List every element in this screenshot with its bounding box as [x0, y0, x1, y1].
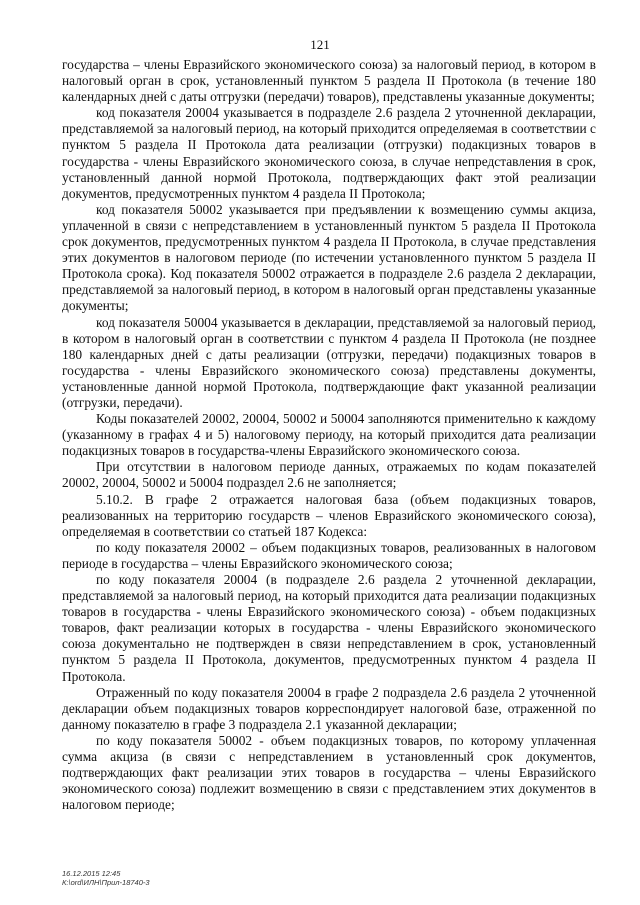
paragraph: Отраженный по коду показателя 20004 в графе 2 подраздела 2.6 раздела 2 уточненной декларации объем подакцизных товаров корреспондирует налоговой базе, отраженной по данному показателю в графе 3 подраздела 2.1 указанной декларации; [62, 684, 596, 732]
paragraph: При отсутствии в налоговом периоде данных, отражаемых по кодам показателей 20002, 20004, 50002 и 50004 подраздел 2.6 не заполняется; [62, 459, 596, 491]
paragraph: код показателя 20004 указывается в подразделе 2.6 раздела 2 уточненной декларации, представляемой за налоговый период, на который приходится определяемая в соответствии с пунктом 5 раздела II Протокола дата реализации (отгрузки) подакцизных товаров в государства - члены Евразийского экономического союза, в случае непредставления в срок, установленный данной нормой Протокола, подтверждающих факт этой реализации документов, предусмотренных пунктом 4 раздела II Протокола; [62, 105, 596, 201]
paragraph: 5.10.2. В графе 2 отражается налоговая база (объем подакцизных товаров, реализованных на территорию государств – членов Евразийского экономического союза), определяемая в соответствии со статьей 187 Кодекса: [62, 491, 596, 539]
document-footer [62, 869, 150, 887]
paragraph: код показателя 50004 указывается в декларации, представляемой за налоговый период, в котором в налоговый орган в соответствии с пунктом 4 раздела II Протокола (не позднее 180 календарных дней с даты реализации (отгрузки, передачи) подакцизных товаров в государства - члены Евразийского экономического союза) представлены документы, установленные данной нормой Протокола, подтверждающие факт указанной реализации (отгрузки, передачи). [62, 314, 596, 410]
paragraph: по коду показателя 20002 – объем подакцизных товаров, реализованных в налоговом периоде в государства – члены Евразийского экономического союза; [62, 539, 596, 571]
paragraph: по коду показателя 50002 - объем подакцизных товаров, по которому уплаченная сумма акциза (в связи с непредставлением в установленный срок документов, подтверждающих факт реализации этих товаров в государства – члены Евразийского экономического союза) подлежит возмещению в связи с представлением этих документов в налоговом периоде; [62, 732, 596, 813]
paragraph: Коды показателей 20002, 20004, 50002 и 50004 заполняются применительно к каждому (указанному в графах 4 и 5) налоговому периоду, на который приходится дата реализации подакцизных товаров в государства-члены Евразийского экономического союза. [62, 411, 596, 459]
document-body [62, 57, 596, 813]
page-number: 121 [310, 37, 330, 52]
paragraph: государства – члены Евразийского экономического союза) за налоговый период, в котором в налоговый орган в срок, установленный пунктом 5 раздела II Протокола (в течение 180 календарных дней с даты отгрузки (передачи) товаров), представлены указанные документы; [62, 57, 596, 105]
footer-timestamp: 16.12.2015 12:45 [62, 869, 121, 878]
paragraph: код показателя 50002 указывается при предъявлении к возмещению суммы акциза, уплаченной в связи с непредставлением в установленный пунктом 5 раздела II Протокола срок документов, предусмотренных пунктом 4 раздела II Протокола, в случае представления этих документов в налоговом периоде (по истечении установленного пунктом 5 раздела II Протокола срока). Код показателя 50002 отражается в подразделе 2.6 раздела 2 декларации, представляемой за налоговый период, в котором в налоговый орган представлены указанные документы; [62, 201, 596, 314]
paragraph: по коду показателя 20004 (в подразделе 2.6 раздела 2 уточненной декларации, представляемой за налоговый период, на который приходится дата реализации подакцизных товаров в государства - члены Евразийского экономического союза) - объем подакцизных товаров, факт реализации которых в государства - члены Евразийского экономического союза документально не подтвержден в связи непредставлением в срок, установленный пунктом 5 раздела II Протокола, документов, предусмотренных пунктом 4 раздела II Протокола. [62, 572, 596, 684]
footer-file-path: К:\ord\ИЛН\Прил-18740-3 [62, 878, 150, 887]
